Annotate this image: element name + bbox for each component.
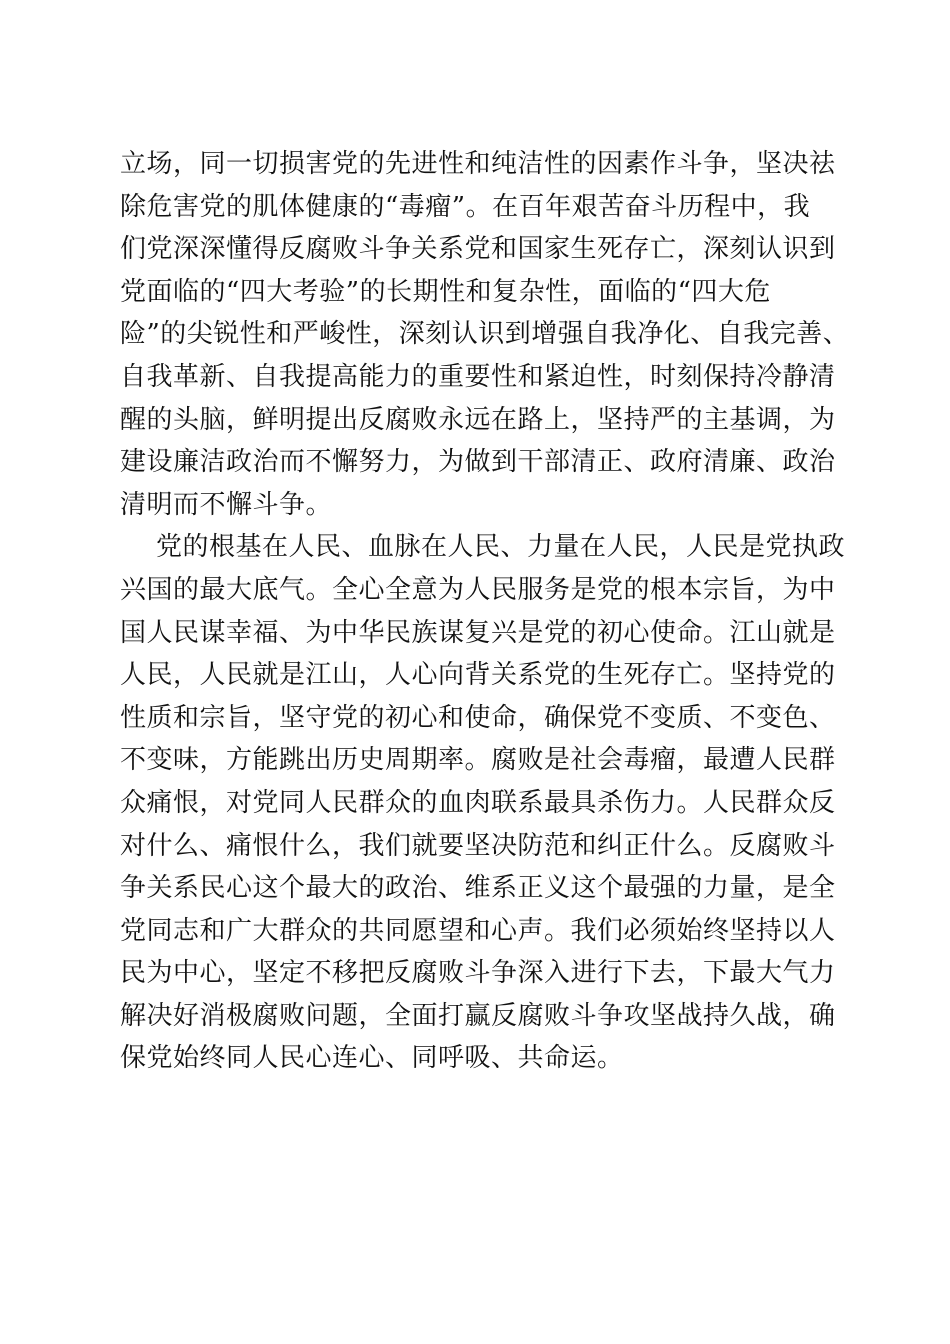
paragraph-1	[120, 143, 850, 526]
paragraph-line: 争关系民心这个最大的政治、维系正义这个最强的力量，是全	[120, 873, 836, 904]
paragraph-line: 解决好消极腐败问题，全面打赢反腐败斗争攻坚战持久战，确	[120, 1000, 836, 1031]
paragraph-line: 兴国的最大底气。全心全意为人民服务是党的根本宗旨，为中	[120, 574, 836, 605]
paragraph-line: 众痛恨，对党同人民群众的血肉联系最具杀伤力。人民群众反	[120, 787, 836, 818]
paragraph-line: 们党深深懂得反腐败斗争关系党和国家生死存亡，深刻认识到	[120, 234, 836, 265]
paragraph-line: 建设廉洁政治而不懈努力，为做到干部清正、政府清廉、政治	[120, 447, 836, 478]
paragraph-line: 对什么、痛恨什么，我们就要坚决防范和纠正什么。反腐败斗	[120, 830, 836, 861]
document-body	[120, 143, 850, 1080]
paragraph-line: 国人民谋幸福、为中华民族谋复兴是党的初心使命。江山就是	[120, 617, 836, 648]
paragraph-line: 醒的头脑，鲜明提出反腐败永远在路上，坚持严的主基调，为	[120, 404, 836, 435]
paragraph-line: 除危害党的肌体健康的“毒瘤”。在百年艰苦奋斗历程中，我	[120, 191, 811, 222]
paragraph-line: 性质和宗旨，坚守党的初心和使命，确保党不变质、不变色、	[120, 702, 836, 733]
paragraph-line: 党面临的“四大考验”的长期性和复杂性，面临的“四大危	[120, 276, 771, 307]
paragraph-line: 保党始终同人民心连心、同呼吸、共命运。	[120, 1043, 624, 1074]
paragraph-line: 险”的尖锐性和严峻性，深刻认识到增强自我净化、自我完善、	[120, 319, 850, 350]
paragraph-line: 立场，同一切损害党的先进性和纯洁性的因素作斗争，坚决祛	[120, 149, 836, 179]
paragraph-line: 人民，人民就是江山，人心向背关系党的生死存亡。坚持党的	[120, 660, 836, 691]
paragraph-line: 党的根基在人民、血脉在人民、力量在人民，人民是党执政	[156, 532, 846, 563]
paragraph-line: 不变味，方能跳出历史周期率。腐败是社会毒瘤，最遭人民群	[120, 745, 836, 776]
paragraph-2	[120, 526, 846, 1080]
paragraph-line: 民为中心，坚定不移把反腐败斗争深入进行下去，下最大气力	[120, 958, 836, 989]
paragraph-line: 党同志和广大群众的共同愿望和心声。我们必须始终坚持以人	[120, 915, 836, 946]
paragraph-line: 清明而不懈斗争。	[120, 489, 333, 520]
paragraph-line: 自我革新、自我提高能力的重要性和紧迫性，时刻保持冷静清	[120, 361, 836, 392]
